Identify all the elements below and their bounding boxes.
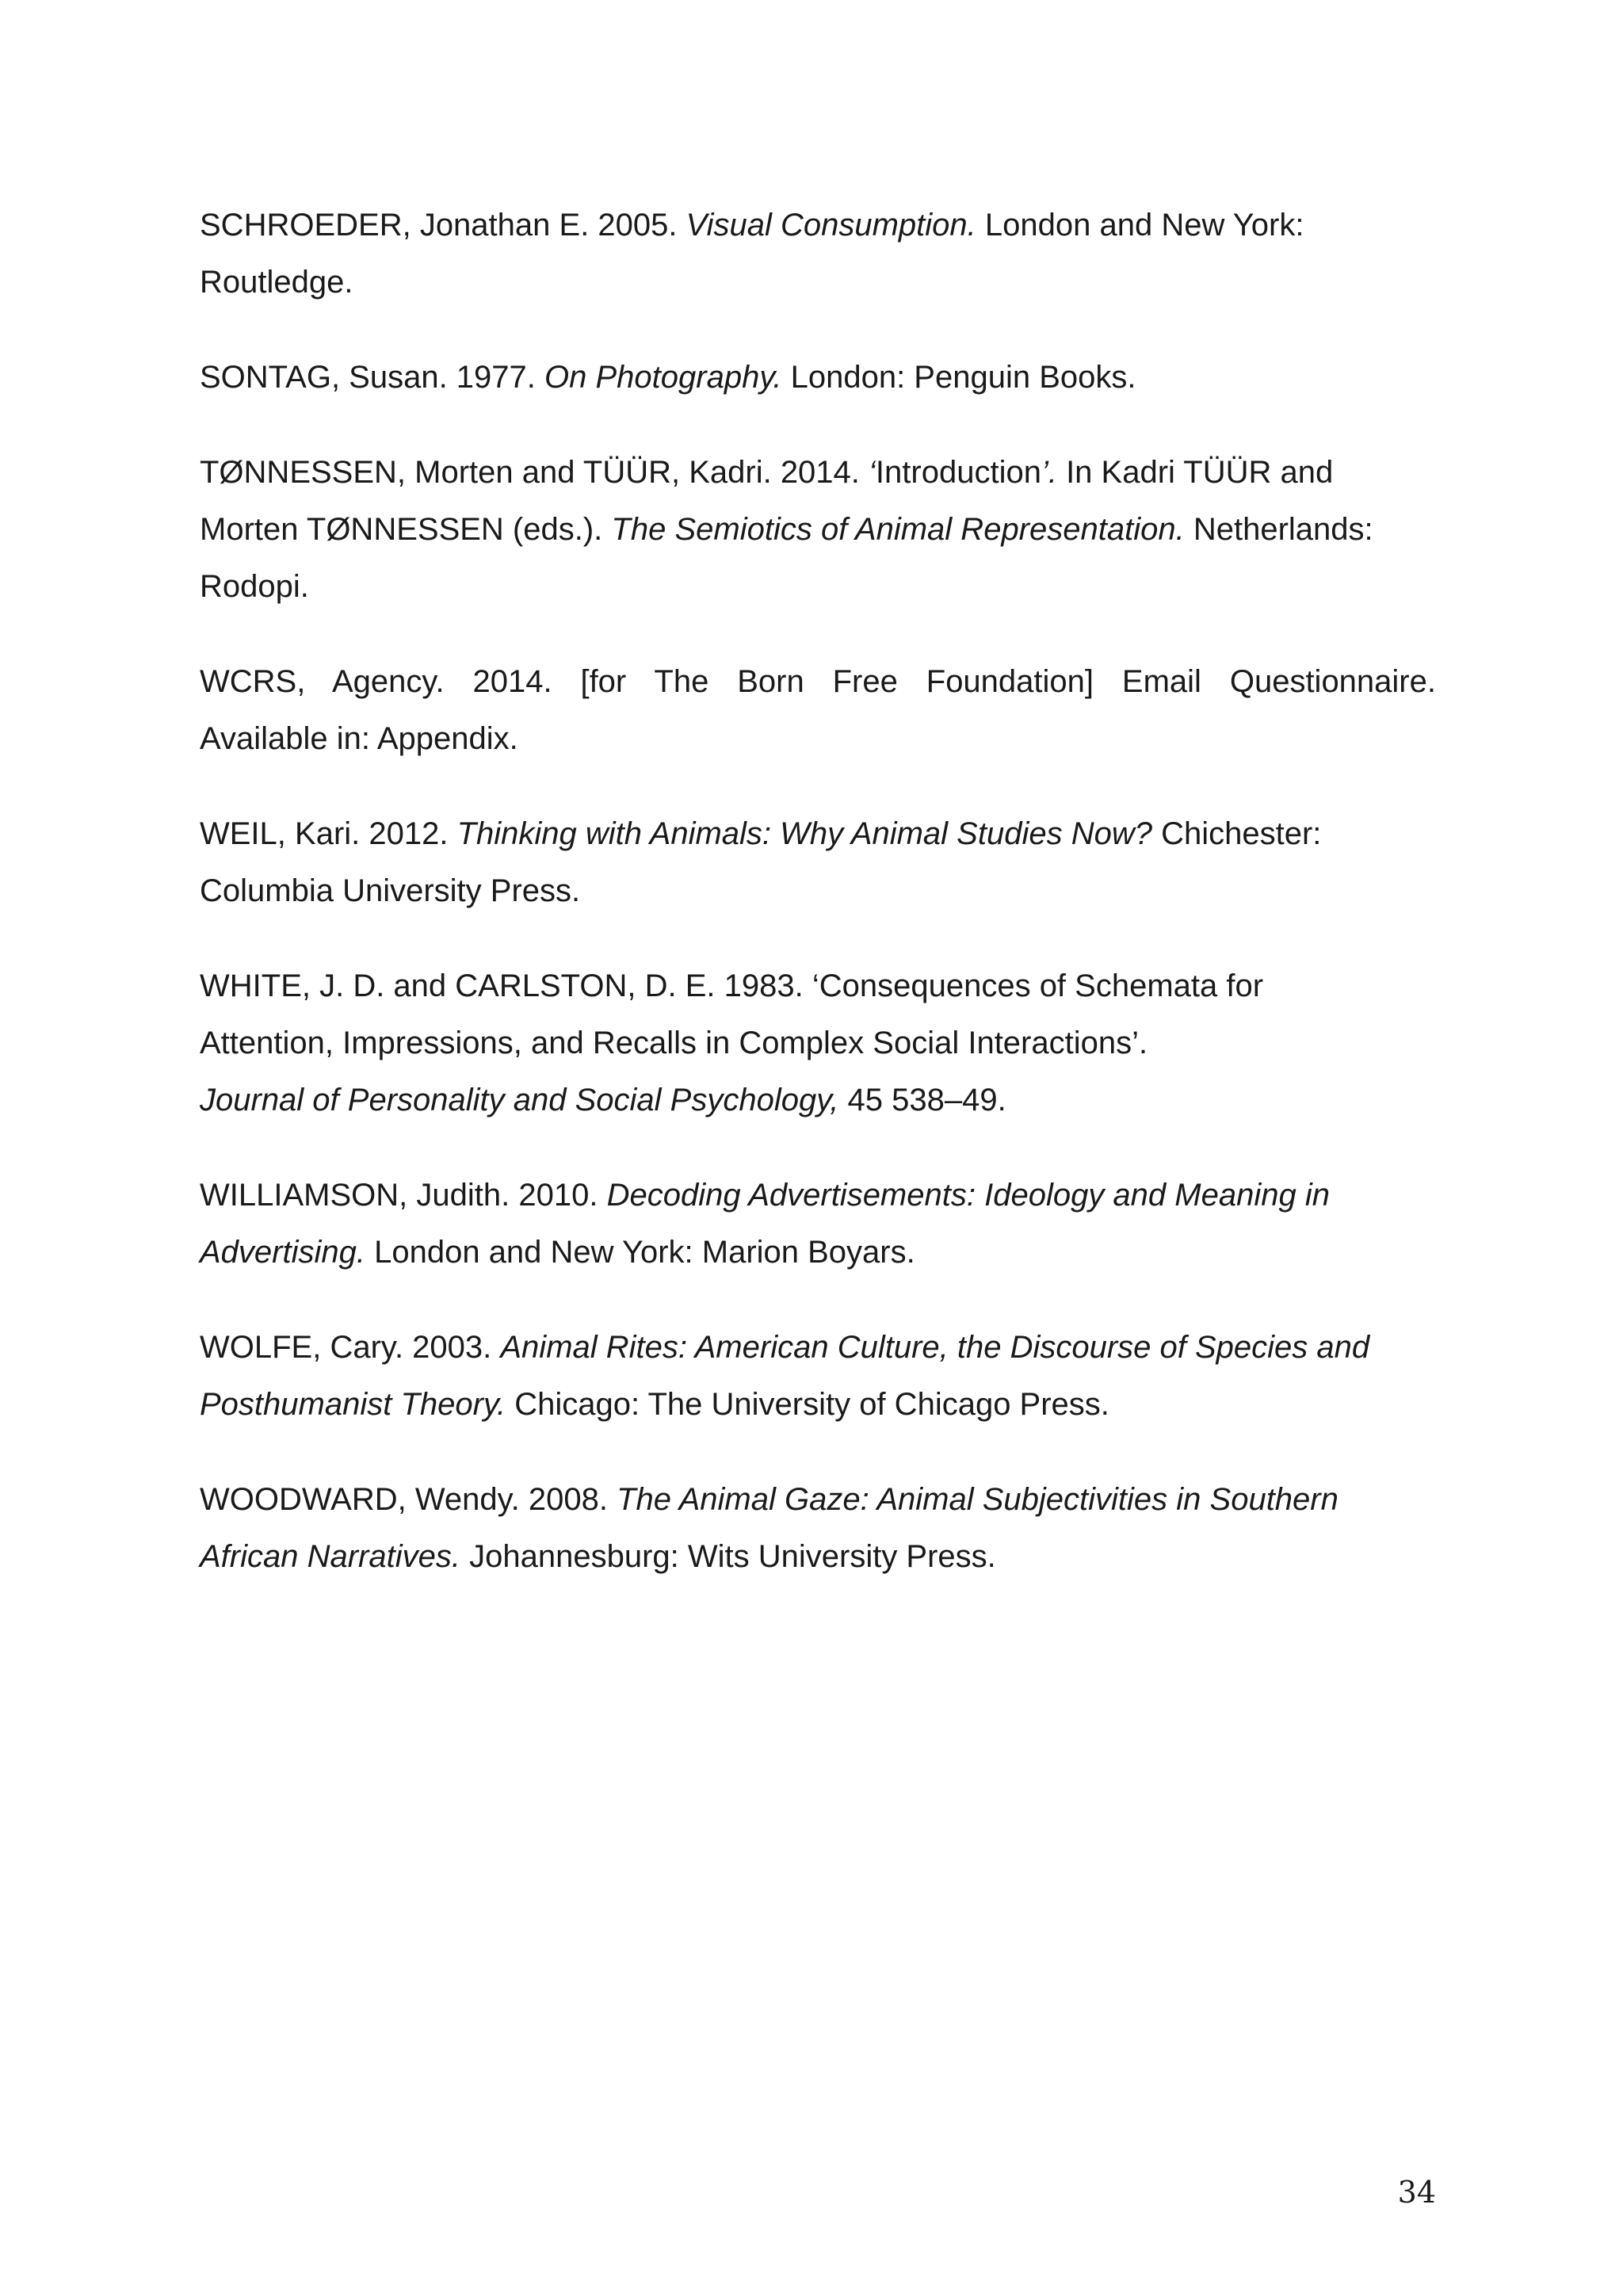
reference-text: Chicago: The University of Chicago Press. [506, 1387, 1109, 1422]
italic-title-text: On Photography. [544, 360, 782, 395]
italic-title-text: Thinking with Animals: Why Animal Studies Now? [456, 816, 1152, 851]
italic-title-text: Advertising. [200, 1235, 365, 1270]
reference-entry-white [200, 957, 1436, 1129]
italic-title-text: Journal of Personality and Social Psychology, [200, 1083, 839, 1117]
reference-entry-wolfe [200, 1319, 1436, 1433]
reference-text: 45 538–49. [838, 1083, 1006, 1117]
reference-line [200, 957, 1436, 1014]
reference-line [200, 1319, 1436, 1376]
reference-line [200, 1224, 1436, 1281]
reference-line [200, 1376, 1436, 1433]
reference-text: Johannesburg: Wits University Press. [460, 1539, 996, 1574]
reference-text: SONTAG, Susan. 1977. [200, 360, 545, 395]
reference-text: London: Penguin Books. [781, 360, 1136, 395]
reference-line [200, 1072, 1436, 1129]
reference-text: Attention, Impressions, and Recalls in Complex Social Interactions’. [200, 1026, 1148, 1060]
reference-line [200, 558, 1436, 615]
reference-text: WOLFE, Cary. 2003. [200, 1330, 501, 1365]
italic-title-text: Animal Rites: American Culture, the Discourse of Species and [500, 1330, 1370, 1365]
reference-text: WILLIAMSON, Judith. 2010. [200, 1178, 607, 1213]
reference-text: WOODWARD, Wendy. 2008. [200, 1482, 617, 1517]
reference-line [200, 1471, 1436, 1528]
reference-text: Routledge. [200, 265, 353, 300]
reference-text: Netherlands: [1184, 512, 1373, 547]
reference-entry-wcrs [200, 653, 1436, 767]
reference-entry-woodward [200, 1471, 1436, 1585]
italic-title-text: The Animal Gaze: Animal Subjectivities in Southern [617, 1482, 1338, 1517]
reference-line [200, 349, 1436, 406]
reference-line [200, 653, 1436, 710]
reference-text: WEIL, Kari. 2012. [200, 816, 457, 851]
reference-text: Available in: Appendix. [200, 721, 518, 756]
italic-title-text: The Semiotics of Animal Representation. [611, 512, 1185, 547]
reference-text: London and New York: [976, 208, 1304, 243]
italic-title-text: ‘ [869, 455, 876, 490]
reference-list [200, 197, 1436, 1623]
italic-title-text: African Narratives. [200, 1539, 460, 1574]
reference-text: Columbia University Press. [200, 873, 581, 908]
reference-text: WHITE, J. D. and CARLSTON, D. E. 1983. ‘Consequences of Schemata for [200, 968, 1264, 1003]
reference-text: WCRS, Agency. 2014. [for The Born Free Foundation] Email Questionnaire. [200, 664, 1436, 699]
reference-entry-weil [200, 805, 1436, 919]
reference-text: TØNNESSEN, Morten and TÜÜR, Kadri. 2014. [200, 455, 869, 490]
reference-line [200, 862, 1436, 919]
reference-text: Morten TØNNESSEN (eds.). [200, 512, 612, 547]
reference-text: London and New York: Marion Boyars. [365, 1235, 915, 1270]
reference-line [200, 197, 1436, 254]
reference-line [200, 805, 1436, 862]
italic-title-text: ’. [1041, 455, 1057, 490]
italic-title-text: Posthumanist Theory. [200, 1387, 506, 1422]
reference-line [200, 444, 1436, 501]
reference-entry-schroeder [200, 197, 1436, 311]
reference-text: Rodopi. [200, 569, 309, 604]
reference-line [200, 1528, 1436, 1585]
reference-line [200, 1167, 1436, 1224]
reference-entry-tonnessen [200, 444, 1436, 615]
reference-line [200, 710, 1436, 767]
reference-line [200, 1014, 1436, 1072]
italic-title-text: Visual Consumption. [685, 208, 976, 243]
reference-entry-sontag [200, 349, 1436, 406]
reference-text: SCHROEDER, Jonathan E. 2005. [200, 208, 686, 243]
reference-line [200, 501, 1436, 558]
italic-title-text: Decoding Advertisements: Ideology and Meaning in [606, 1178, 1330, 1213]
reference-line [200, 254, 1436, 311]
reference-text: In Kadri TÜÜR and [1056, 455, 1334, 490]
page-number: 34 [1397, 2175, 1436, 2210]
reference-text: Chichester: [1151, 816, 1322, 851]
reference-entry-williamson [200, 1167, 1436, 1281]
reference-text: Introduction [875, 455, 1041, 490]
